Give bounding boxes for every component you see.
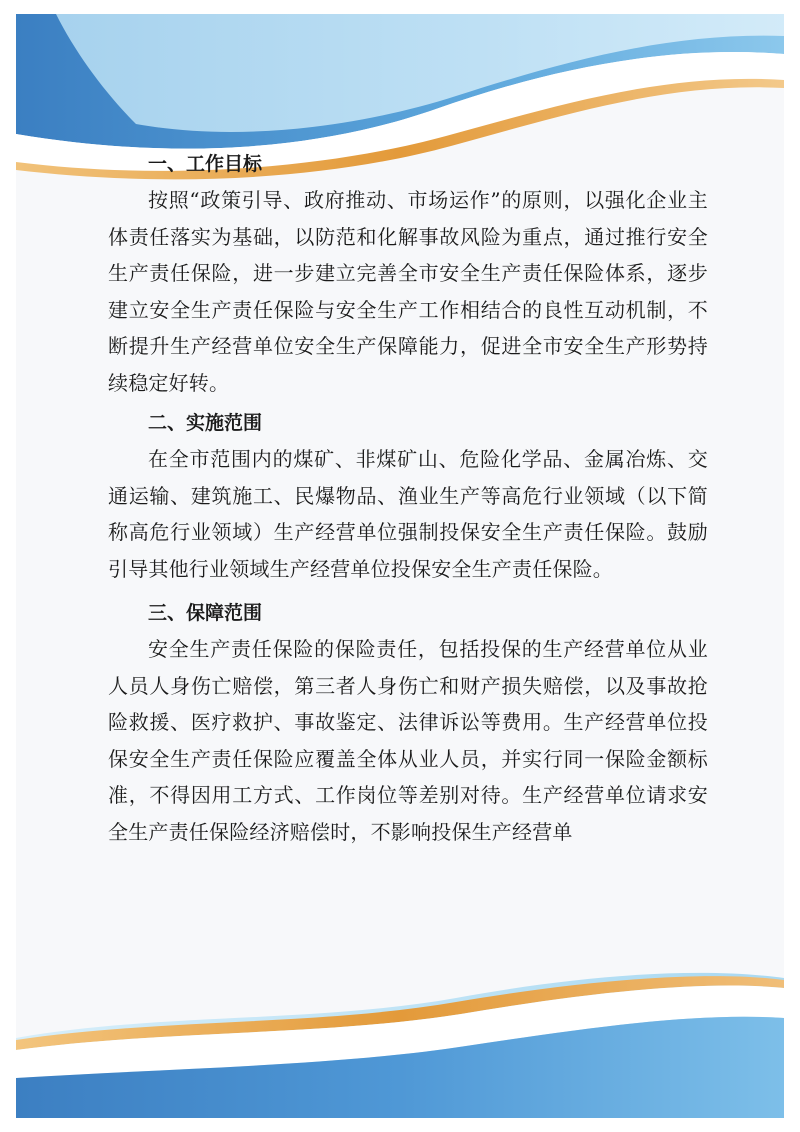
section-body-coverage: 安全生产责任保险的保险责任，包括投保的生产经营单位从业人员人身伤亡赔偿，第三者人身伤亡和财产损失赔偿，以及事故抢险救援、医疗救护、事故鉴定、法律诉讼等费用。生产经营单位投保安全生产责任保险应覆盖全体从业人员，并实行同一保险金额标准，不得因用工方式、工作岗位等差别对待。生产经营单位请求安全生产责任保险经济赔偿时，不影响投保生产经营单 [108,637,708,844]
bottom-wave-decoration [16,928,784,1118]
section-heading-coverage: 三、保障范围 [148,602,263,624]
section-body-goals: 按照“政策引导、政府推动、市场运作”的原则，以强化企业主体责任落实为基础，以防范和化解事故风险为重点，通过推行安全生产责任保险，进一步建立完善全市安全生产责任保险体系，逐步建立安全生产责任保险与安全生产工作相结合的良性互动机制，不断提升生产经营单位安全生产保障能力，促进全市安全生产形势持续稳定好转。 [108,188,708,395]
section-body-scope: 在全市范围内的煤矿、非煤矿山、危险化学品、金属冶炼、交通运输、建筑施工、民爆物品、渔业生产等高危行业领域（以下简称高危行业领域）生产经营单位强制投保安全生产责任保险。鼓励引导其他行业领域生产经营单位投保安全生产责任保险。 [108,447,708,581]
section-heading-goals: 一、工作目标 [148,153,263,175]
document-body [108,146,708,850]
document-page [16,14,784,1118]
section-heading-scope: 二、实施范围 [148,412,263,434]
